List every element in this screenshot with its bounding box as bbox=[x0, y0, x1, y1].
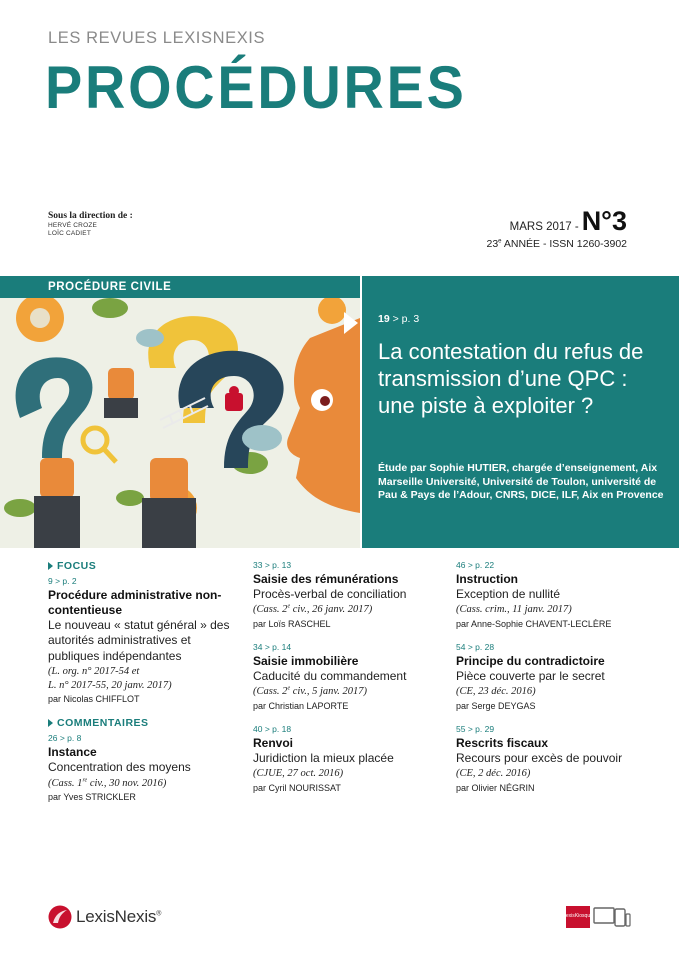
commentaires-heading: COMMENTAIRES bbox=[48, 717, 243, 729]
article-author: par Cyril NOURISSAT bbox=[253, 783, 341, 793]
article-subtitle: Pièce couverte par le secret bbox=[456, 669, 605, 683]
article-entry[interactable] bbox=[456, 560, 651, 629]
article-citation: (CE, 23 déc. 2016) bbox=[456, 686, 536, 698]
article-author: par Loïs RASCHEL bbox=[253, 619, 331, 629]
article-title: Procédure administrative non-contentieuse bbox=[48, 588, 222, 617]
devices-icon bbox=[593, 906, 631, 928]
article-title: Instruction bbox=[456, 572, 518, 586]
panel-notch bbox=[344, 312, 358, 334]
lexisnexis-logo-icon bbox=[48, 905, 72, 929]
publisher-logo[interactable] bbox=[48, 905, 161, 929]
article-author: par Serge DEYGAS bbox=[456, 701, 536, 711]
feature-title[interactable]: La contestation du refus de transmission d’une QPC : une piste à exploiter ? bbox=[378, 339, 644, 419]
direction-label: Sous la direction de : bbox=[48, 211, 133, 221]
article-subtitle: Exception de nullité bbox=[456, 587, 561, 601]
direction-block bbox=[48, 211, 133, 238]
article-citation: (Cass. crim., 11 janv. 2017) bbox=[456, 604, 572, 616]
article-subtitle: Juridiction la mieux placée bbox=[253, 751, 394, 765]
article-ref: 26 > p. 8 bbox=[48, 733, 82, 744]
article-author: par Olivier NÉGRIN bbox=[456, 783, 535, 793]
triangle-icon bbox=[48, 562, 53, 570]
article-citation: (CE, 2 déc. 2016) bbox=[456, 768, 531, 780]
article-title: Principe du contradictoire bbox=[456, 654, 605, 668]
article-citation: (Cass. 2e civ., 26 janv. 2017) bbox=[253, 603, 373, 616]
director-name: LOÏC CADIET bbox=[48, 230, 92, 238]
column-1 bbox=[48, 560, 243, 802]
triangle-icon bbox=[48, 719, 53, 727]
journal-title: PROCÉDURES bbox=[45, 54, 467, 121]
digital-badge bbox=[563, 906, 631, 928]
article-citation: (Cass. 1re civ., 30 nov. 2016) bbox=[48, 777, 167, 789]
article-subtitle: Procès-verbal de conciliation bbox=[253, 587, 407, 601]
brand-name: LexisNexis® bbox=[76, 907, 162, 926]
article-subtitle: Le nouveau « statut général » des autorités administratives et publiques indépendantes bbox=[48, 618, 230, 663]
director-name: HERVÉ CROZE bbox=[48, 222, 98, 230]
article-subtitle: Concentration des moyens bbox=[48, 760, 191, 775]
article-entry[interactable] bbox=[48, 733, 243, 802]
section-label: PROCÉDURE CIVILE bbox=[48, 281, 172, 293]
article-title: Renvoi bbox=[253, 736, 294, 750]
article-ref: 9 > p. 2 bbox=[48, 576, 77, 586]
article-subtitle: Caducité du commandement bbox=[253, 669, 407, 683]
section-ribbon bbox=[0, 276, 360, 298]
article-title: Saisie des rémunérations bbox=[253, 572, 399, 586]
issue-info bbox=[486, 208, 627, 250]
feature-reference: 19 > p. 3 bbox=[378, 313, 420, 325]
article-ref: 40 > p. 18 bbox=[253, 724, 292, 734]
article-entry[interactable] bbox=[456, 724, 651, 793]
article-ref: 34 > p. 14 bbox=[253, 642, 292, 652]
article-ref: 46 > p. 22 bbox=[456, 560, 495, 570]
issue-year-issn: 23e ANNÉE - ISSN 1260-3902 bbox=[486, 238, 627, 250]
focus-heading: FOCUS bbox=[48, 560, 243, 572]
article-subtitle: Recours pour excès de pouvoir bbox=[456, 751, 623, 765]
cover-illustration bbox=[0, 298, 360, 548]
feature-author: Étude par Sophie HUTIER, chargée d’enseignement, Aix Marseille Université, Université de Toulon, université de Pau & Pays de l’Adour, CNRS, DICE, ILF, Aix en Provence bbox=[378, 462, 664, 502]
column-3 bbox=[456, 560, 651, 793]
article-title: Rescrits fiscaux bbox=[456, 736, 549, 750]
article-title: Saisie immobilière bbox=[253, 654, 359, 668]
article-entry[interactable] bbox=[253, 642, 448, 711]
column-2 bbox=[253, 560, 448, 793]
article-author: par Christian LAPORTE bbox=[253, 701, 349, 711]
article-citation: (CJUE, 27 oct. 2016) bbox=[253, 768, 344, 780]
article-title: Instance bbox=[48, 745, 97, 760]
series-name: LES REVUES LEXISNEXIS bbox=[48, 29, 266, 47]
article-entry[interactable] bbox=[48, 576, 243, 704]
article-entry[interactable] bbox=[253, 724, 448, 793]
article-ref: 55 > p. 29 bbox=[456, 724, 495, 734]
article-ref: 54 > p. 28 bbox=[456, 642, 495, 652]
kiosque-box: Lexis Kiosque bbox=[566, 906, 590, 928]
article-entry[interactable] bbox=[456, 642, 651, 711]
article-author: par Yves STRICKLER bbox=[48, 792, 136, 803]
article-citation: (L. org. n° 2017-54 et L. n° 2017-55, 20 janv. 2017) bbox=[48, 666, 172, 691]
issue-number: N°3 bbox=[581, 206, 627, 236]
article-author: par Anne-Sophie CHAVENT-LECLÈRE bbox=[456, 619, 612, 629]
issue-date: MARS 2017 - bbox=[509, 221, 579, 233]
article-author: par Nicolas CHIFFLOT bbox=[48, 694, 140, 705]
article-entry[interactable] bbox=[253, 560, 448, 629]
article-ref: 33 > p. 13 bbox=[253, 560, 292, 570]
article-citation: (Cass. 2e civ., 5 janv. 2017) bbox=[253, 685, 367, 698]
